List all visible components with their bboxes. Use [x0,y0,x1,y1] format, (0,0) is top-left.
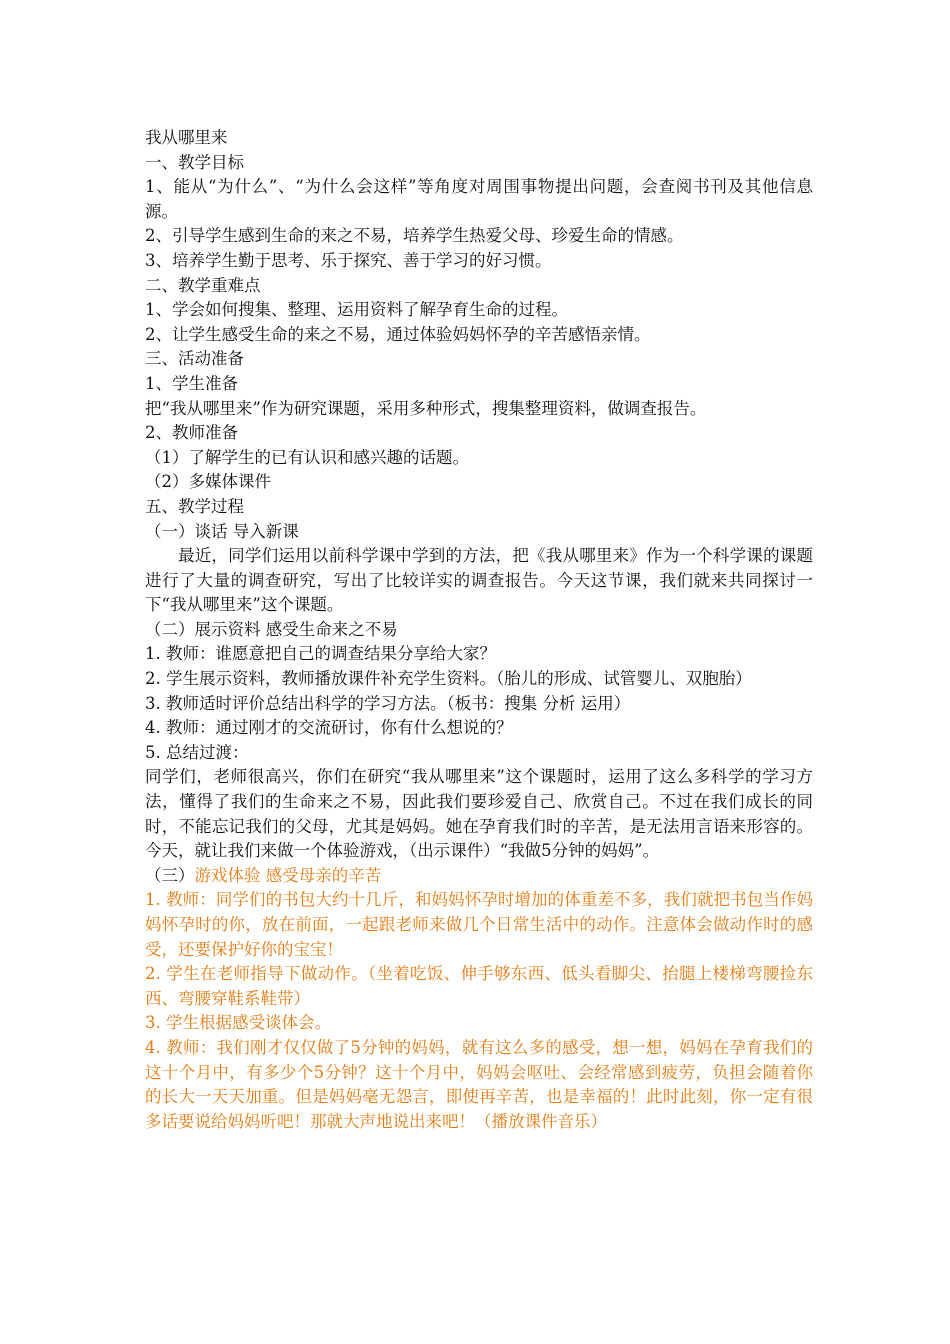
process-part-3-heading: 游戏体验 感受母亲的辛苦 [194,865,382,885]
objective-item-2: 2、引导学生感到生命的来之不易，培养学生热爱父母、珍爱生命的情感。 [145,226,684,246]
process-part-2-title: （二）展示资料 感受生命来之不易 [145,619,398,639]
process-part-2-item-2: 2. 学生展示资料，教师播放课件补充学生资料。（胎儿的形成、试管婴儿、双胞胎） [145,669,752,689]
teacher-prep-item-1: （1）了解学生的已有认识和感兴趣的话题。 [145,447,469,467]
process-part-1-text: 最近，同学们运用以前科学课中学到的方法，把《我从哪里来》作为一个科学课的课题进行了大量的调查研究，写出了比较详实的调查报告。今天这节课，我们就来共同探讨一下“我从哪里来”这个课题。 [145,546,813,615]
section-heading-preparation: 三、活动准备 [145,349,244,369]
key-point-item-1: 1、学会如何搜集、整理、运用资料了解孕育生命的过程。 [145,300,568,320]
section-heading-process: 五、教学过程 [145,496,244,516]
document-page [145,126,813,1134]
section-heading-objectives: 一、教学目标 [145,152,244,172]
process-part-2-item-3: 3. 教师适时评价总结出科学的学习方法。（板书：搜集 分析 运用） [145,693,631,713]
teacher-prep-item-2: （2）多媒体课件 [145,472,271,492]
process-part-3-item-1: 1. 教师：同学们的书包大约十几斤，和妈妈怀孕时增加的体重差不多，我们就把书包当作妈妈怀孕时的你，放在前面，一起跟老师来做几个日常生活中的动作。注意体会做动作时的感受，还要保护好你的宝宝！ [145,890,813,959]
student-prep-heading: 1、学生准备 [145,373,238,393]
process-part-2-summary: 同学们，老师很高兴，你们在研究“我从哪里来”这个课题时，运用了这么多科学的学习方法，懂得了我们的生命来之不易，因此我们要珍爱自己、欣赏自己。不过在我们成长的同时，不能忘记我们的父母，尤其是妈妈。她在孕育我们时的辛苦，是无法用言语来形容的。今天，就让我们来做一个体验游戏，（出示课件）“我做5分钟的妈妈”。 [145,767,813,861]
document-title: 我从哪里来 [145,128,228,147]
section-heading-key-points: 二、教学重难点 [145,275,261,295]
process-part-3-prefix: （三） [145,865,195,885]
process-part-3-item-3: 3. 学生根据感受谈体会。 [145,1013,331,1033]
student-prep-text: 把“我从哪里来”作为研究课题，采用多种形式，搜集整理资料，做调查报告。 [145,398,707,418]
process-part-2-item-5: 5. 总结过渡： [145,742,249,762]
teacher-prep-heading: 2、教师准备 [145,423,238,443]
key-point-item-2: 2、让学生感受生命的来之不易，通过体验妈妈怀孕的辛苦感悟亲情。 [145,324,651,344]
objective-item-3: 3、培养学生勤于思考、乐于探究、善于学习的好习惯。 [145,250,552,270]
process-part-2-item-1: 1. 教师：谁愿意把自己的调查结果分享给大家？ [145,644,496,664]
process-part-3-item-4: 4. 教师：我们刚才仅仅做了5分钟的妈妈，就有这么多的感受，想一想，妈妈在孕育我们的这十个月中，有多少个5分钟？这十个月中，妈妈会呕吐、会经常感到疲劳，负担会随着你的长大一天天加重。但是妈妈毫无怨言，即使再辛苦，也是幸福的！此时此刻，你一定有很多话要说给妈妈听吧！那就大声地说出来吧！（播放课件音乐） [145,1037,813,1131]
process-part-3-item-2: 2. 学生在老师指导下做动作。（坐着吃饭、伸手够东西、低头看脚尖、抬腿上楼梯弯腰捡东西、弯腰穿鞋系鞋带） [145,964,813,1008]
process-part-2-item-4: 4. 教师：通过刚才的交流研讨，你有什么想说的？ [145,718,513,738]
process-part-1-title: （一）谈话 导入新课 [145,521,299,541]
objective-item-1: 1、能从“为什么”、“为什么会这样”等角度对周围事物提出问题，会查阅书刊及其他信息源。 [145,177,813,221]
process-part-3-title [145,864,813,889]
